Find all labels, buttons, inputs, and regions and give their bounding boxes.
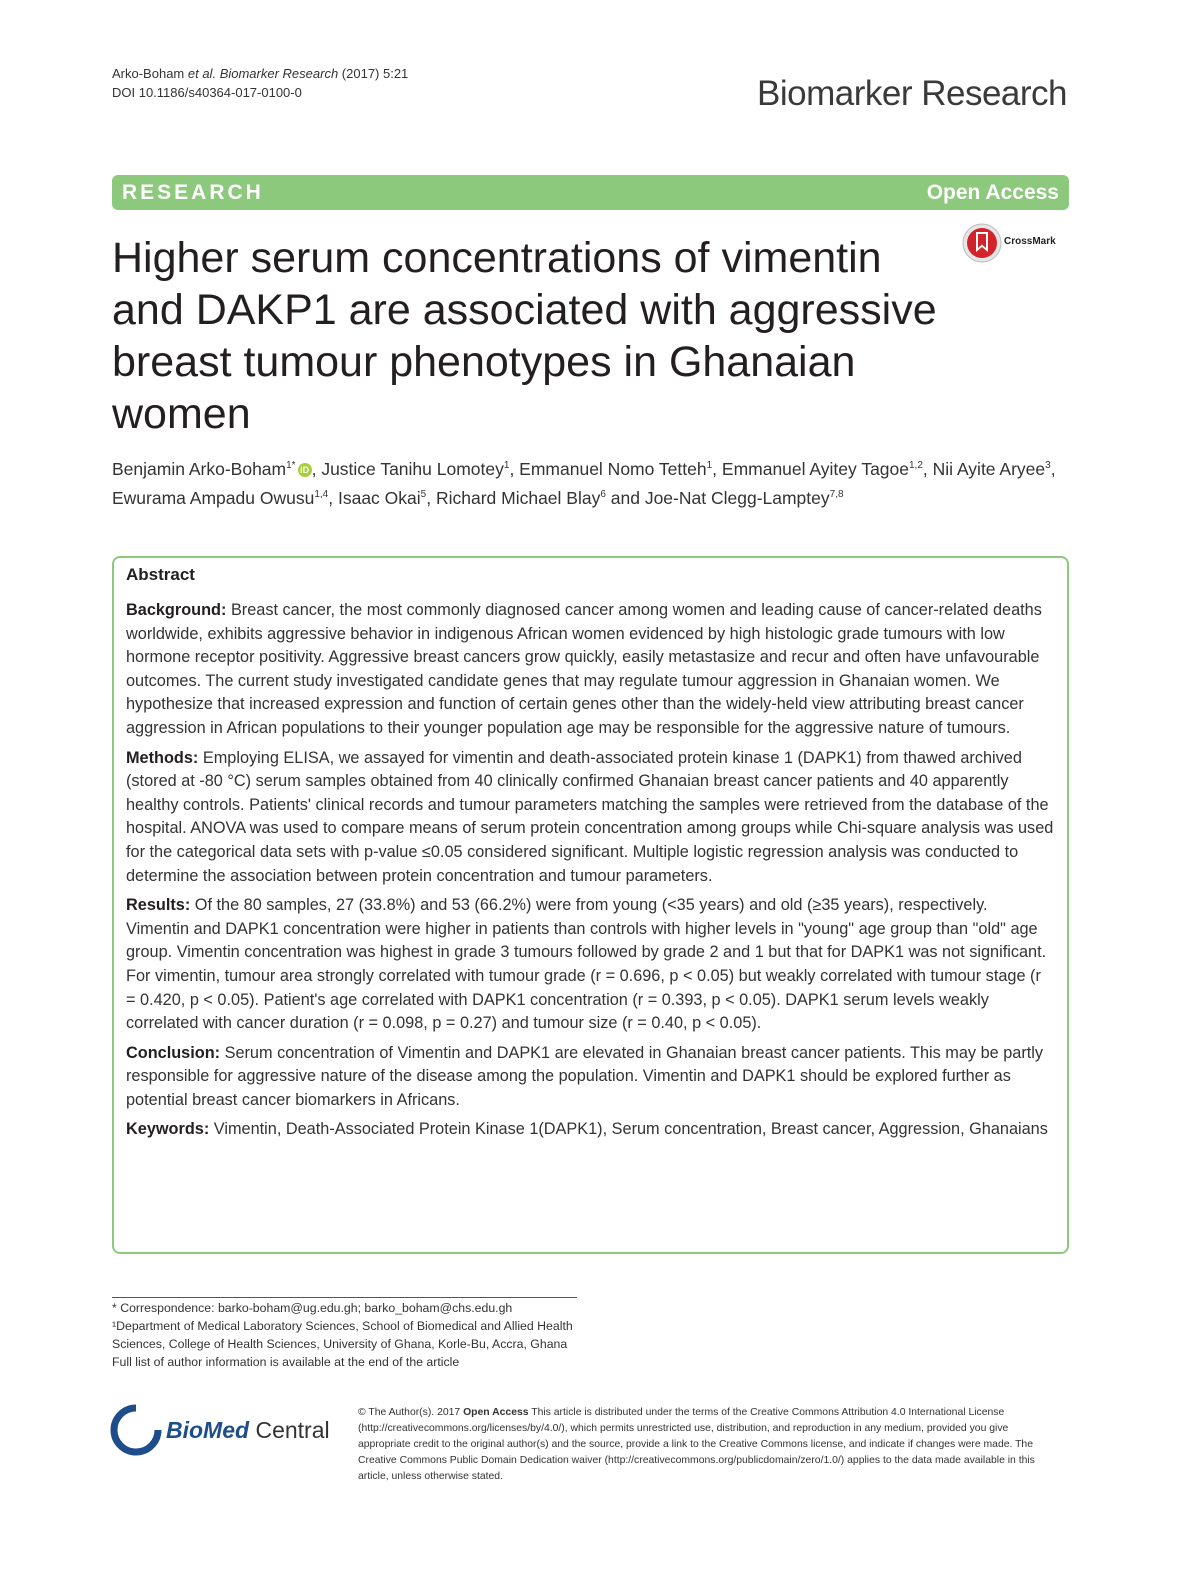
- doi[interactable]: DOI 10.1186/s40364-017-0100-0: [112, 85, 302, 100]
- citation-block: [112, 64, 408, 102]
- author-separator: ,: [922, 459, 933, 479]
- author-affiliation-sup: 7,8: [829, 489, 844, 501]
- affiliation: ¹Department of Medical Laboratory Sciences, School of Biomedical and Allied Health Sciences, College of Health Sciences, University of Ghana, Korle-Bu, Accra, Ghana: [112, 1319, 573, 1351]
- license-text: [358, 1405, 1038, 1485]
- author-affiliation-sup: 1: [706, 460, 713, 472]
- correspondence: * Correspondence: barko-boham@ug.edu.gh; barko_boham@chs.edu.gh: [112, 1301, 513, 1315]
- citation-authors: Arko-Boham: [112, 66, 185, 81]
- author-separator: and: [605, 488, 645, 508]
- author-affiliation-sup: 3: [1045, 460, 1051, 472]
- article-title: Higher serum concentrations of vimentin and DAKP1 are associated with aggressive breast tumour phenotypes in Ghanaian women: [112, 234, 937, 438]
- results-text: Of the 80 samples, 27 (33.8%) and 53 (66.2%) were from young (<35 years) and old (≥35 years), respectively. Vimentin and DAPK1 concentration were higher in patients than controls with higher levels in "young" age group than "old" age group. Vimentin concentration was highest in grade 3 tumours followed by grade 2 and 1 but that for DAPK1 was not significant. For vimentin, tumour area strongly correlated with tumour grade (r = 0.696, p < 0.05) but weakly correlated with tumour stage (r = 0.420, p < 0.05). Patient's age correlated with DAPK1 concentration (r = 0.393, p < 0.05). DAPK1 serum levels weakly correlated with cancer duration (r = 0.098, p = 0.27) and tumour size (r = 0.40, p < 0.05).: [126, 896, 1047, 1033]
- author-separator: ,: [328, 488, 338, 508]
- author-name[interactable]: Joe-Nat Clegg-Lamptey: [644, 488, 830, 508]
- full-list-note: Full list of author information is available at the end of the article: [112, 1355, 460, 1369]
- author-name[interactable]: Benjamin Arko-Boham: [112, 459, 287, 479]
- abstract-methods: [126, 747, 1054, 889]
- conclusion-label: Conclusion:: [126, 1043, 221, 1062]
- publisher-name: [166, 1417, 330, 1444]
- author-name[interactable]: Isaac Okai: [337, 488, 421, 508]
- article-type: RESEARCH: [122, 180, 264, 204]
- biomed-central-logo-icon: [110, 1404, 162, 1456]
- abstract-keywords: [126, 1118, 1054, 1142]
- author-separator: ,: [1050, 459, 1056, 479]
- author-affiliation-sup: 1,2: [909, 460, 923, 472]
- copyright: © The Author(s). 2017: [358, 1407, 464, 1418]
- footnotes: [112, 1299, 582, 1371]
- crossmark-icon: [962, 223, 1002, 263]
- author-separator: ,: [426, 488, 436, 508]
- author-affiliation-sup: 6: [600, 489, 606, 501]
- author-name[interactable]: Richard Michael Blay: [435, 488, 601, 508]
- keywords-text: Vimentin, Death-Associated Protein Kinase 1(DAPK1), Serum concentration, Breast cancer, Aggression, Ghanaians: [209, 1120, 1048, 1139]
- publisher-logo[interactable]: [110, 1404, 350, 1456]
- abstract-body: [126, 599, 1054, 1148]
- background-text: Breast cancer, the most commonly diagnosed cancer among women and leading cause of cancer-related deaths worldwide, exhibits aggressive behavior in indigenous African women evidenced by high histologic grade tumours with low hormone receptor positivity. Aggressive breast cancers grow quickly, easily metastasize and recur and often have unfavourable outcomes. The current study investigated candidate genes that may regulate tumour aggression in Ghanaian women. We hypothesize that increased expression and function of certain genes other than the widely-held view attributing breast cancer aggression in African populations to their younger population age may be responsible for the aggressive nature of tumours.: [126, 601, 1042, 737]
- abstract-results: [126, 894, 1054, 1036]
- author-affiliation-sup: 5: [420, 489, 427, 501]
- results-label: Results:: [126, 896, 191, 915]
- publisher-name-rest: Central: [249, 1416, 330, 1443]
- citation-etal: et al.: [187, 66, 217, 81]
- author-name[interactable]: Emmanuel Nomo Tetteh: [519, 459, 707, 479]
- conclusion-text: Serum concentration of Vimentin and DAPK1 are elevated in Ghanaian breast cancer patients. This may be partly responsible for aggressive nature of the disease among the population. Vimentin and DAPK1 should be explored further as potential breast cancer biomarkers in Africans.: [126, 1043, 1044, 1109]
- citation-journal: Biomarker Research: [219, 66, 339, 81]
- author-separator: ,: [712, 459, 722, 479]
- author-affiliation-sup: 1,4: [314, 489, 329, 501]
- orcid-icon[interactable]: iD: [298, 463, 312, 477]
- author-separator: ,: [311, 459, 322, 479]
- crossmark-badge[interactable]: [962, 222, 1072, 264]
- crossmark-label: CrossMark: [1004, 235, 1056, 247]
- keywords-label: Keywords:: [126, 1120, 210, 1139]
- open-access-label: Open Access: [926, 180, 1059, 204]
- author-name[interactable]: Nii Ayite Aryee: [932, 459, 1046, 479]
- citation-volume: (2017) 5:21: [338, 66, 409, 81]
- footnote-divider: [112, 1297, 577, 1298]
- author-separator: ,: [509, 459, 520, 479]
- author-affiliation-sup: 1: [503, 460, 510, 472]
- journal-name: Biomarker Research: [757, 74, 1067, 113]
- abstract-background: [126, 599, 1054, 741]
- author-name[interactable]: Ewurama Ampadu Owusu: [112, 488, 315, 508]
- article-type-banner: [112, 175, 1069, 210]
- background-label: Background:: [126, 601, 227, 619]
- author-name[interactable]: Emmanuel Ayitey Tagoe: [721, 459, 909, 479]
- author-name[interactable]: Justice Tanihu Lomotey: [321, 459, 504, 479]
- abstract-conclusion: [126, 1042, 1054, 1113]
- author-list: [112, 455, 1072, 513]
- methods-text: Employing ELISA, we assayed for vimentin and death-associated protein kinase 1 (DAPK1) from thawed archived (stored at -80 °C) serum samples obtained from 40 clinically confirmed Ghanaian breast cancer patients and 40 apparently healthy controls. Patients' clinical records and tumour parameters matching the samples were retrieved from the database of the hospital. ANOVA was used to compare means of serum protein concentration among groups while Chi-square analysis was used for the categorical data sets with p-value ≤0.05 considered significant. Multiple logistic regression analysis was conducted to determine the association between protein concentration and tumour parameters.: [126, 748, 1054, 885]
- license-open-access: Open Access: [463, 1407, 529, 1418]
- publisher-name-bold: BioMed: [166, 1416, 250, 1443]
- author-affiliation-sup: 1*: [286, 460, 296, 472]
- abstract-heading: Abstract: [126, 565, 195, 584]
- license-body: This article is distributed under the terms of the Creative Commons Attribution 4.0 International License (http://creativecommons.org/licenses/by/4.0/), which permits unrestricted use, distribution, and reproduction in any medium, provided you give appropriate credit to the original author(s) and the source, provide a link to the Creative Commons license, and indicate if changes were made. The Creative Commons Public Domain Dedication waiver (http://creativecommons.org/publicdomain/zero/1.0/) applies to the data made available in this article, unless otherwise stated.: [358, 1407, 1035, 1482]
- methods-label: Methods:: [126, 748, 199, 767]
- citation-line: [112, 64, 408, 83]
